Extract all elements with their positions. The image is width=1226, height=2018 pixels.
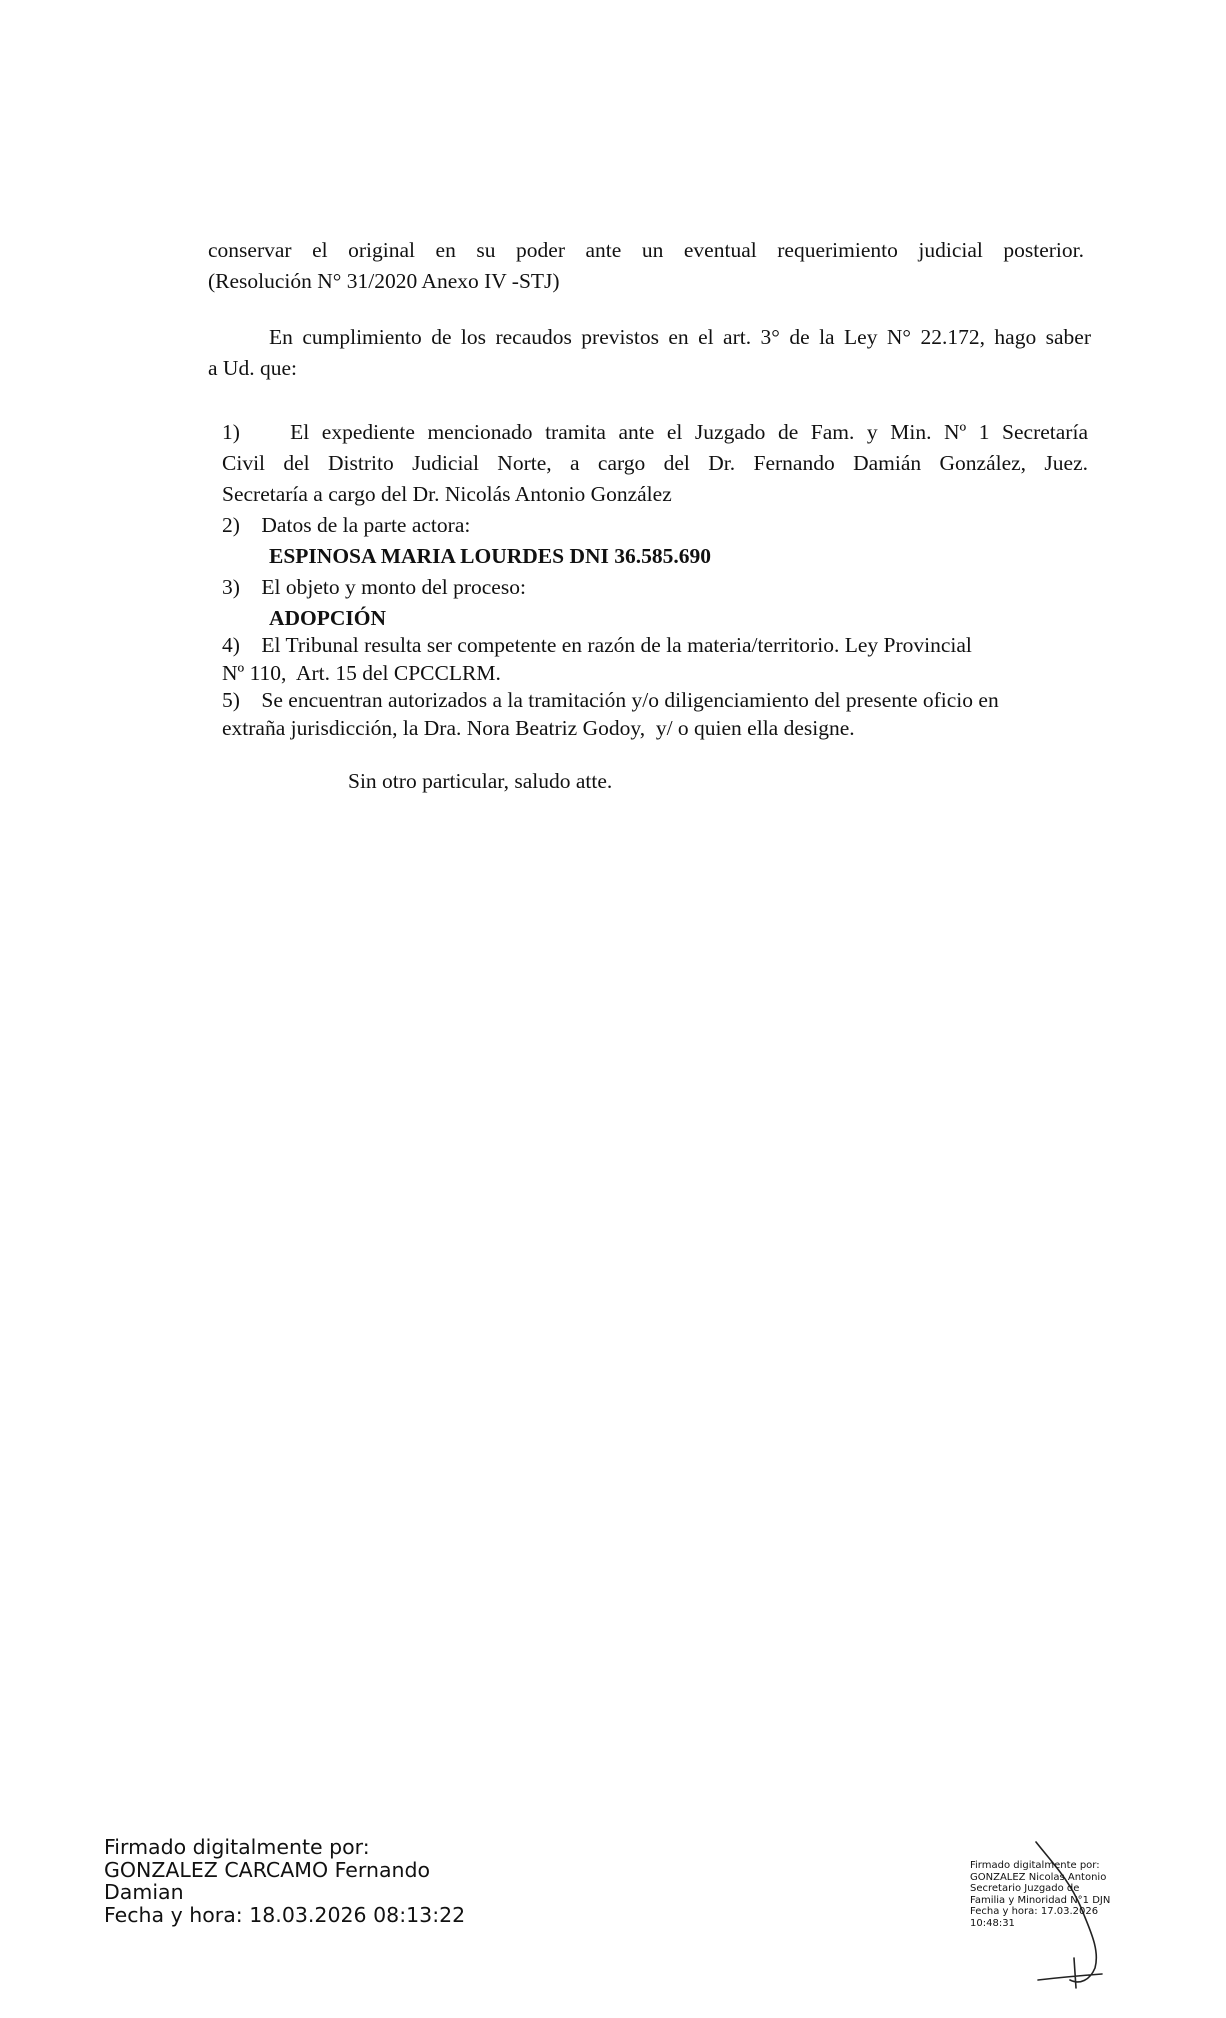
item-4-line-1: 4) El Tribunal resulta ser competente en razón de la materia/territorio. Ley Provincial <box>222 633 972 657</box>
item-3-value: ADOPCIÓN <box>269 606 387 630</box>
item-5-line-2: extraña jurisdicción, la Dra. Nora Beatriz Godoy, y/ o quien ella designe. <box>222 716 855 740</box>
signature-left-line-3: Damian <box>104 1880 184 1904</box>
item-3-label: 3) El objeto y monto del proceso: <box>222 575 526 599</box>
signature-block-right <box>970 1860 1110 1930</box>
signature-left-line-4: Fecha y hora: 18.03.2026 08:13:22 <box>104 1902 466 1927</box>
compliance-line-1: En cumplimiento de los recaudos previstos en el art. 3° de la Ley N° 22.172, hago saber <box>269 325 1091 349</box>
item-2-label: 2) Datos de la parte actora: <box>222 513 471 537</box>
signature-left-line-1: Firmado digitalmente por: <box>104 1835 370 1859</box>
signature-right-line-4: Familia y Minoridad N°1 DJN <box>970 1894 1111 1906</box>
compliance-line-2: a Ud. que: <box>208 356 297 380</box>
signature-right-line-5: Fecha y hora: 17.03.2026 <box>970 1906 1099 1918</box>
closing-line: Sin otro particular, saludo atte. <box>348 769 613 793</box>
item-1-line-2: Civil del Distrito Judicial Norte, a cargo del Dr. Fernando Damián González, Juez. <box>222 451 1088 475</box>
signature-right-line-3: Secretario Juzgado de <box>970 1883 1080 1895</box>
signature-left-line-2: GONZALEZ CARCAMO Fernando <box>104 1857 431 1882</box>
item-1-line-3: Secretaría a cargo del Dr. Nicolás Antonio González <box>222 482 672 506</box>
intro-line-1: conservar el original en su poder ante un eventual requerimiento judicial posterior. <box>208 238 1084 262</box>
signature-right-line-2: GONZALEZ Nicolas Antonio <box>970 1871 1107 1883</box>
item-5-line-1: 5) Se encuentran autorizados a la tramitación y/o diligenciamiento del presente oficio en <box>222 688 999 712</box>
item-4-line-2: Nº 110, Art. 15 del CPCCLRM. <box>222 661 501 685</box>
signature-right-line-6: 10:48:31 <box>970 1917 1015 1929</box>
item-1-line-1: 1) El expediente mencionado tramita ante el Juzgado de Fam. y Min. Nº 1 Secretaría <box>222 420 1088 444</box>
signature-right-line-1: Firmado digitalmente por: <box>970 1860 1100 1871</box>
item-2-value: ESPINOSA MARIA LOURDES DNI 36.585.690 <box>269 544 712 568</box>
signature-block-left <box>104 1836 465 1926</box>
intro-line-2: (Resolución N° 31/2020 Anexo IV -STJ) <box>208 269 560 293</box>
